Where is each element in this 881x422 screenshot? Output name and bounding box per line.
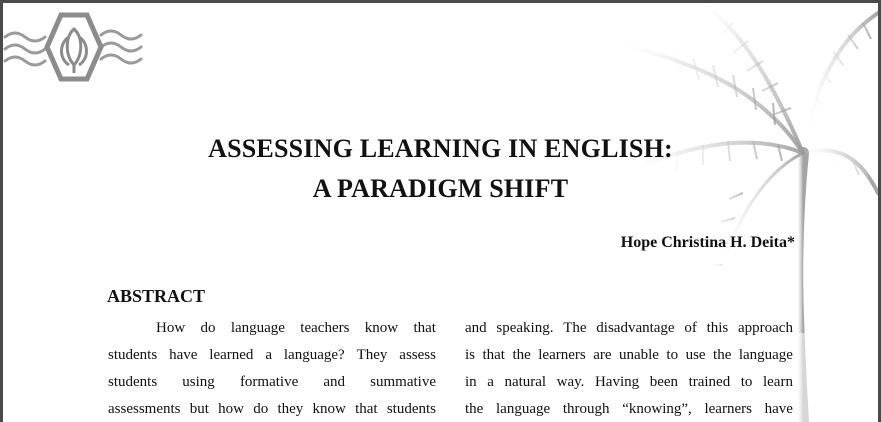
- text-line: [465, 396, 793, 422]
- word: language?: [283, 347, 345, 363]
- word: that: [482, 347, 505, 363]
- word: teachers: [300, 320, 350, 336]
- word: assessments: [108, 401, 181, 417]
- word: of: [684, 320, 697, 336]
- word: learned: [209, 347, 254, 363]
- document-page: [3, 3, 878, 422]
- word: disadvantage: [596, 320, 675, 336]
- word: trained: [688, 374, 731, 390]
- word: summative: [370, 374, 436, 390]
- word: how: [218, 401, 244, 417]
- word: approach: [737, 320, 793, 336]
- word: “knowing”,: [622, 401, 692, 417]
- word: unable: [618, 347, 659, 363]
- word: in: [465, 374, 477, 390]
- word: learn: [762, 374, 793, 390]
- word: and: [323, 374, 346, 390]
- paper-title-line-2: A PARADIGM SHIFT: [312, 174, 569, 203]
- word: language: [738, 347, 793, 363]
- word: know: [312, 401, 346, 417]
- word: know: [364, 320, 399, 336]
- word: language: [496, 401, 551, 417]
- word: formative: [239, 374, 299, 390]
- text-line: [108, 315, 436, 342]
- word: have: [169, 347, 198, 363]
- word: that: [413, 320, 436, 336]
- word: that: [355, 401, 378, 417]
- word: do: [253, 401, 269, 417]
- word: they: [277, 401, 304, 417]
- text-line: [465, 342, 793, 369]
- word: use: [685, 347, 706, 363]
- text-line: [465, 315, 793, 342]
- word: is: [465, 347, 476, 363]
- word: to: [740, 374, 753, 390]
- word: learners: [538, 347, 586, 363]
- word: language: [230, 320, 285, 336]
- word: speaking.: [496, 320, 554, 336]
- word: have: [764, 401, 793, 417]
- word: the: [512, 347, 531, 363]
- word: a: [487, 374, 494, 390]
- word: the: [713, 347, 732, 363]
- word: way.: [556, 374, 585, 390]
- abstract-heading: ABSTRACT: [107, 286, 206, 306]
- paper-title-line-1: ASSESSING LEARNING IN ENGLISH:: [208, 134, 673, 163]
- word: through: [562, 401, 610, 417]
- word: but: [189, 401, 209, 417]
- word: the: [465, 401, 484, 417]
- text-line: [108, 342, 436, 369]
- text-line: [108, 369, 436, 396]
- word: to: [666, 347, 679, 363]
- word: How: [156, 320, 186, 336]
- word: learners: [704, 401, 752, 417]
- word: been: [649, 374, 679, 390]
- word: and: [465, 320, 487, 336]
- text-line: [108, 396, 436, 422]
- word: students: [108, 374, 158, 390]
- text-line: [465, 369, 793, 396]
- abstract-left-column: [108, 315, 436, 422]
- abstract-right-column: [465, 315, 793, 422]
- word: Having: [594, 374, 640, 390]
- word: They: [356, 347, 388, 363]
- word: The: [563, 320, 587, 336]
- word: do: [200, 320, 216, 336]
- word: natural: [504, 374, 547, 390]
- word: assess: [399, 347, 436, 363]
- word: using: [182, 374, 215, 390]
- word: a: [265, 347, 272, 363]
- word: students: [108, 347, 158, 363]
- word: this: [706, 320, 729, 336]
- author-name: Hope Christina H. Deita*: [620, 234, 795, 251]
- word: students: [386, 401, 436, 417]
- word: are: [593, 347, 612, 363]
- journal-emblem-icon: [3, 7, 143, 87]
